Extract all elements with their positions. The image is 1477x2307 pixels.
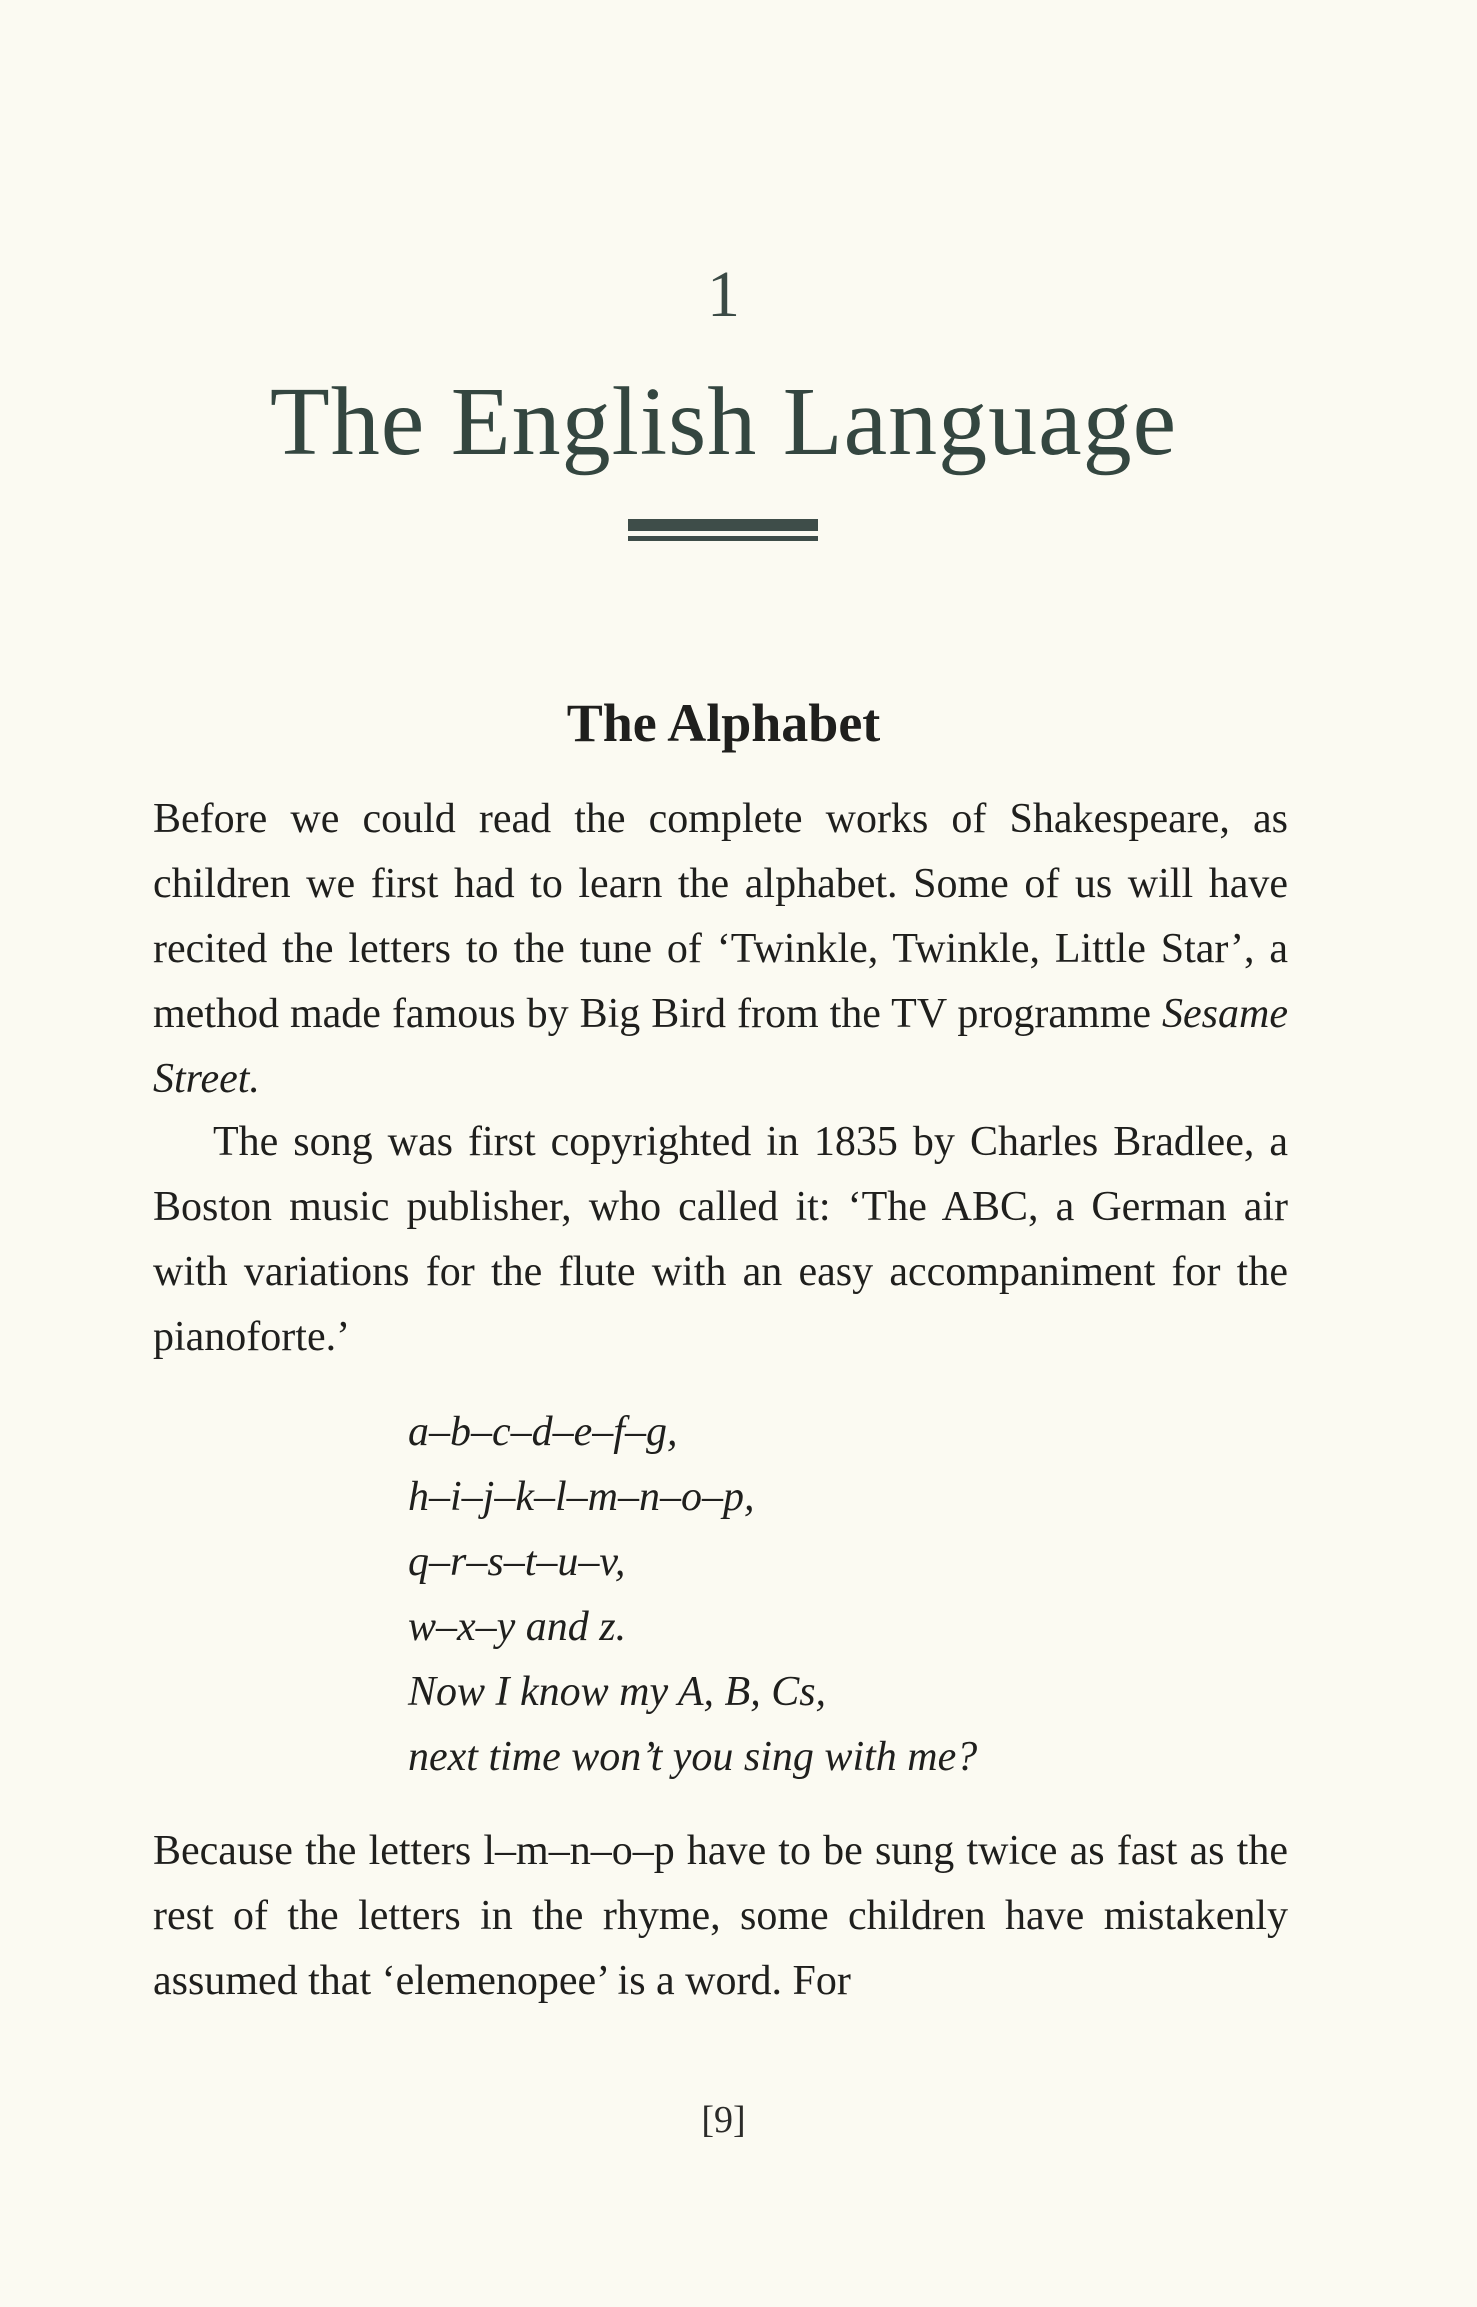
title-divider-thick-bar xyxy=(628,519,818,531)
song-verse xyxy=(408,1400,977,1790)
song-line: q–r–s–t–u–v, xyxy=(408,1539,626,1585)
paragraph-3: Because the letters l–m–n–o–p have to be sung twice as fast as the rest of the letters in the rhyme, some children have mistakenly assumed that ‘elemenopee’ is a word. For xyxy=(153,1828,1288,2004)
title-divider xyxy=(628,519,818,545)
section-heading: The Alphabet xyxy=(566,693,881,753)
song-line: next time won’t you sing with me? xyxy=(408,1734,978,1780)
title-divider-thin-bar xyxy=(628,536,818,541)
chapter-title: The English Language xyxy=(269,368,1178,476)
song-line: h–i–j–k–l–m–n–o–p, xyxy=(408,1474,755,1520)
song-line: w–x–y and z. xyxy=(408,1604,627,1650)
page-number: [9] xyxy=(701,2099,746,2141)
paragraph-2: The song was first copyrighted in 1835 by Charles Bradlee, a Boston music publisher, who called it: ‘The ABC, a German air with variations for the flute with an easy accompaniment for the pianoforte.’ xyxy=(153,1119,1288,1360)
chapter-number: 1 xyxy=(707,258,740,331)
song-line: a–b–c–d–e–f–g, xyxy=(408,1409,678,1455)
paragraph-1 xyxy=(153,787,1288,1112)
paragraph-1-text: Before we could read the complete works of Shakespeare, as children we first had to learn the alphabet. Some of us will have recited the letters to the tune of ‘Twinkle, Twinkle, Little Star’, a method made famous by Big Bird from the TV programme xyxy=(153,796,1288,1037)
song-line: Now I know my A, B, Cs, xyxy=(408,1669,827,1715)
paragraph-1-italic-title: Sesame Street. xyxy=(153,991,1288,1102)
